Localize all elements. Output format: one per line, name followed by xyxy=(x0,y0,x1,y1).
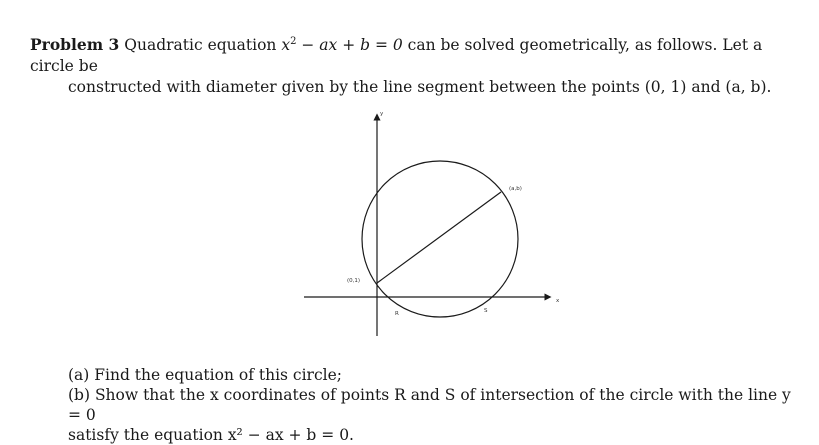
problem-intro-text-2: can be solved geometrically, as follows. Let a circle be xyxy=(30,36,763,75)
problem-statement xyxy=(30,34,800,98)
problem-intro-text: Quadratic equation xyxy=(124,36,282,54)
circle xyxy=(362,161,518,317)
point-r-label: R xyxy=(395,311,399,317)
problem-parts xyxy=(68,365,808,445)
problem-label: Problem 3 xyxy=(30,35,120,54)
point-0-1-label: (0,1) xyxy=(347,278,361,284)
diameter-segment xyxy=(377,192,501,283)
diagram-svg xyxy=(290,104,580,344)
point-a-b-label: (a,b) xyxy=(509,186,522,192)
equation-x: x xyxy=(281,36,291,54)
point-s-label: S xyxy=(484,308,488,314)
equation-exponent: 2 xyxy=(290,36,297,47)
part-b-line-2: satisfy the equation x² − ax + b = 0. xyxy=(68,426,354,444)
part-a: (a) Find the equation of this circle; xyxy=(68,366,342,384)
circle-diagram xyxy=(290,104,580,344)
problem-line-2: constructed with diameter given by the line segment between the points (0, 1) and (a, b). xyxy=(68,78,772,96)
y-axis-label: y xyxy=(380,111,384,117)
x-axis-label: x xyxy=(556,298,560,304)
equation-rest: − ax + b = 0 xyxy=(296,36,403,54)
part-b-line-1: (b) Show that the x coordinates of points R and S of intersection of the circle with the line y = 0 xyxy=(68,386,791,424)
